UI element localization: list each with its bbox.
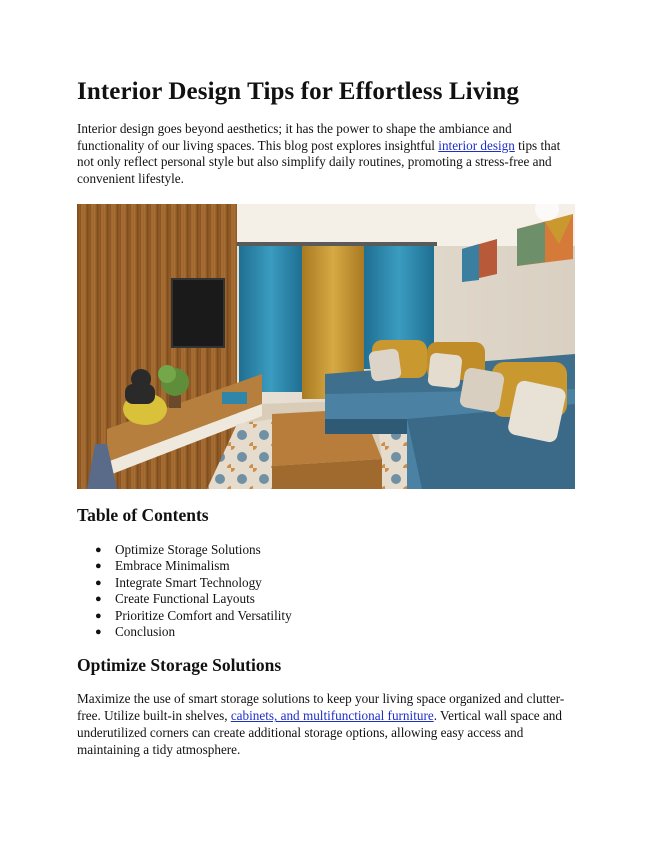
toc-item-label: Embrace Minimalism (115, 558, 230, 574)
intro-text-before: Interior design goes beyond aesthetics; it has the power to shape the ambiance and functionality of our living spaces. This blog post explores insightful (77, 121, 512, 153)
toc-item-label: Prioritize Comfort and Versatility (115, 607, 292, 623)
toc-item[interactable] (95, 574, 575, 591)
bullet-icon: ● (95, 626, 102, 639)
toc-item-label: Integrate Smart Technology (115, 574, 262, 590)
article-title: Interior Design Tips for Effortless Living (77, 78, 519, 105)
cabinets-furniture-link[interactable]: cabinets, and multifunctional furniture (230, 708, 434, 724)
toc-item[interactable] (95, 591, 575, 607)
section-title-storage: Optimize Storage Solutions (77, 655, 282, 676)
interior-design-link[interactable]: interior design (438, 137, 515, 153)
hero-image (77, 204, 575, 489)
toc-item[interactable] (95, 542, 575, 558)
toc-item-label: Optimize Storage Solutions (115, 542, 261, 557)
table-of-contents (77, 542, 575, 640)
bullet-icon: ● (95, 593, 102, 606)
intro-text-after: tips that not only reflect personal style but also simplify daily routines, promoting a stress-free and convenient lifestyle. (77, 137, 561, 186)
toc-title: Table of Contents (77, 505, 209, 525)
storage-text-after: . Vertical wall space and underutilized corners can create additional storage options, allowing easy access and maintaining a tidy atmosphere. (77, 708, 562, 758)
toc-item[interactable] (95, 607, 575, 624)
toc-item-label: Create Functional Layouts (115, 591, 255, 607)
toc-item[interactable] (95, 558, 575, 574)
toc-item-label: Conclusion (115, 624, 176, 640)
bullet-icon: ● (95, 560, 102, 573)
living-room-photo (77, 204, 575, 489)
bullet-icon: ● (95, 609, 102, 622)
section-paragraph-storage (77, 690, 575, 758)
storage-text-before: Maximize the use of smart storage solutions to keep your living space organized and clutter-free. Utilize built-in shelves, (77, 691, 565, 724)
article (77, 76, 575, 758)
bullet-icon: ● (95, 576, 102, 589)
toc-item[interactable] (95, 624, 575, 640)
intro-paragraph (77, 121, 575, 187)
bullet-icon: ● (95, 544, 102, 556)
